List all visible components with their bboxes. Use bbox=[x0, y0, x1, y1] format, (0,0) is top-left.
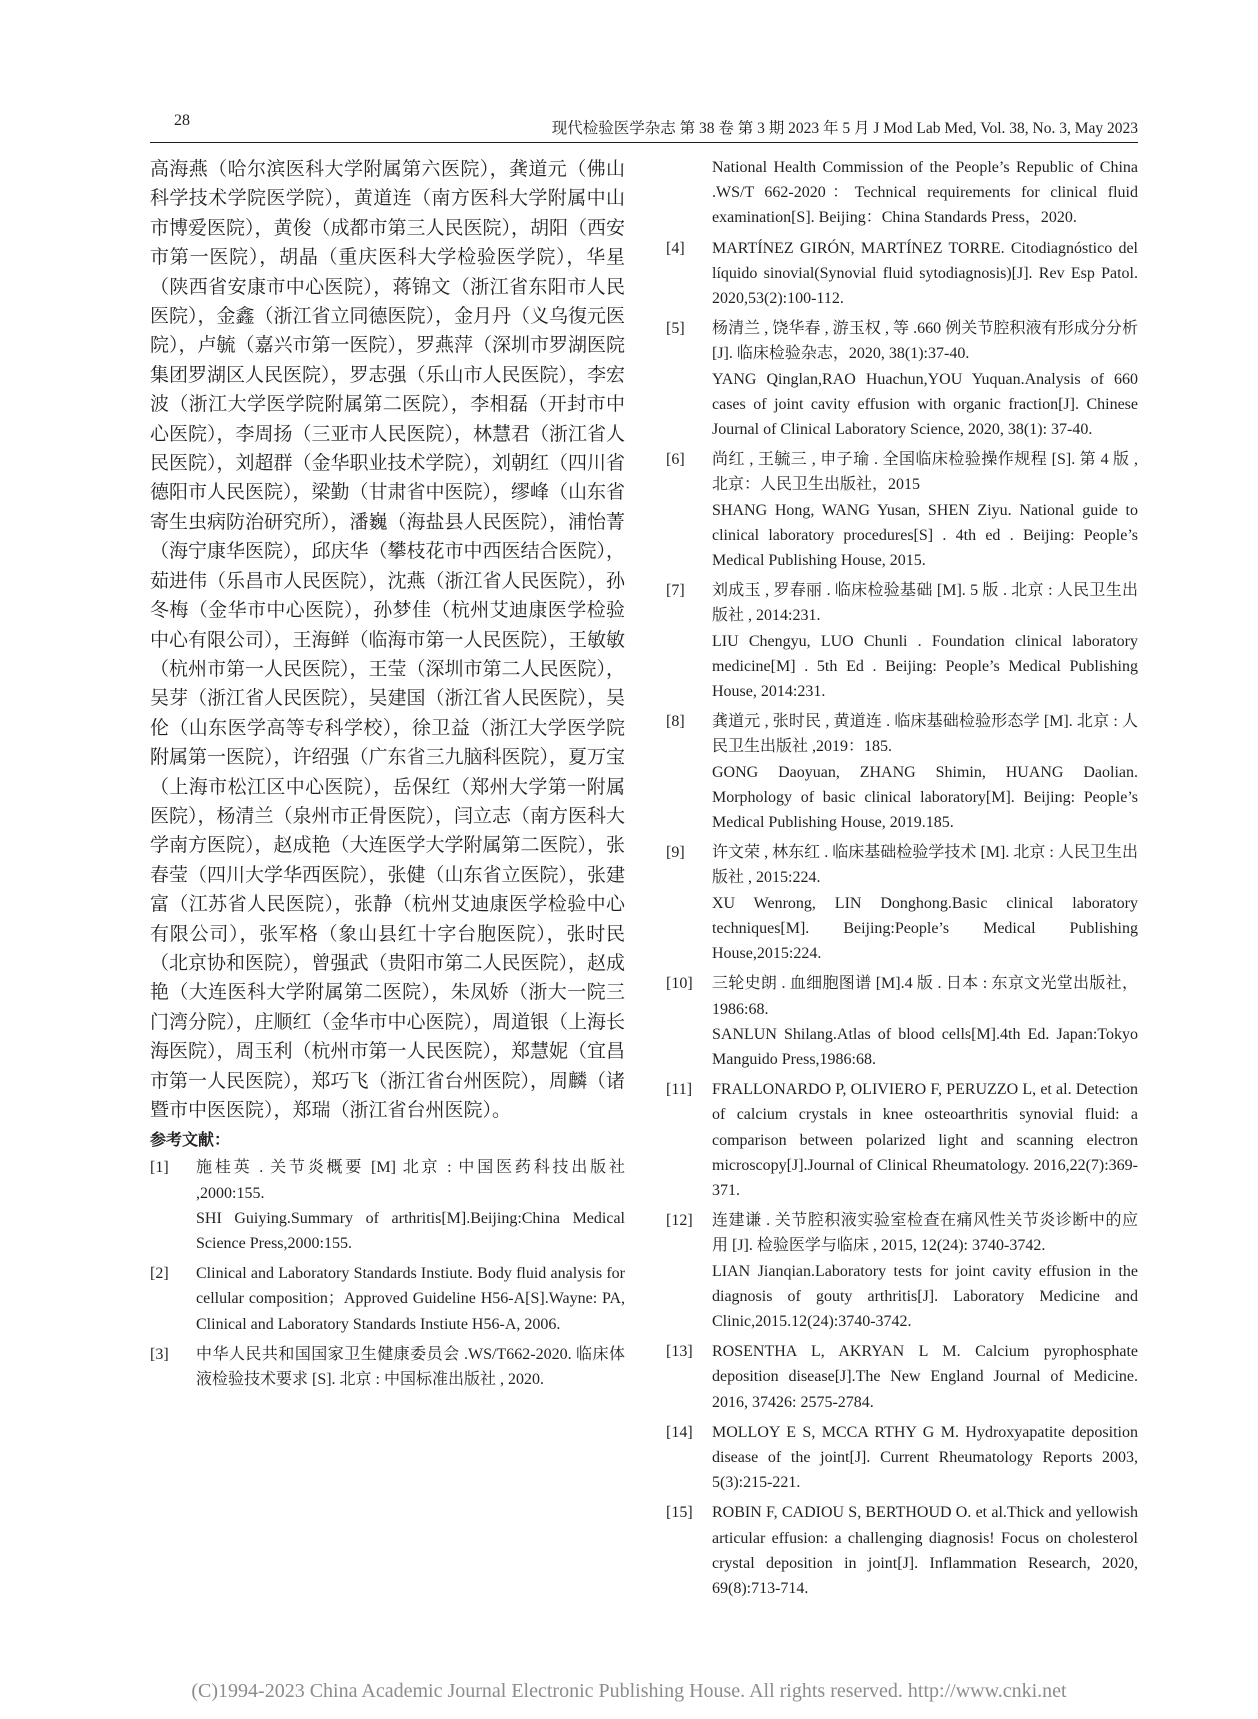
reference-item bbox=[666, 1077, 1138, 1203]
reference-text-zh: 刘成玉 , 罗春丽 . 临床检验基础 [M]. 5 版 . 北京 : 人民卫生出版社 , 2014:231. bbox=[712, 582, 1138, 625]
reference-text-en: XU Wenrong, LIN Donghong.Basic clinical laboratory techniques[M]. Beijing:People’s Medical Publishing House,2015:224. bbox=[712, 894, 1138, 963]
reference-text-en: ROSENTHA L, AKRYAN L M. Calcium pyrophosphate deposition disease[J].The New England Journal of Medicine. 2016, 37426: 2575-2784. bbox=[712, 1343, 1138, 1411]
reference-number: [9] bbox=[666, 844, 685, 862]
reference-number: [13] bbox=[666, 1343, 693, 1361]
reference-text-zh: 三轮史朗 . 血细胞图谱 [M].4 版 . 日本 : 东京文光堂出版社，1986:68. bbox=[712, 975, 1138, 1018]
copyright-footer: (C)1994-2023 China Academic Journal Electronic Publishing House. All rights reserved. http://www.cnki.net bbox=[191, 1680, 1067, 1702]
reference-text-zh: 龚道元 , 张时民 , 黄道连 . 临床基础检验形态学 [M]. 北京 : 人民卫生出版社 ,2019：185. bbox=[712, 713, 1138, 756]
reference-list-left bbox=[150, 1155, 625, 1392]
reference-item bbox=[666, 971, 1138, 1072]
reference-3-continuation: National Health Commission of the People’s Republic of China .WS/T 662-2020：Technical requirements for clinical fluid examination[S]. Beijing：China Standards Press，2020. bbox=[712, 159, 1138, 227]
reference-number: [3] bbox=[150, 1345, 169, 1363]
reference-text-zh: 许文荣 , 林东红 . 临床基础检验学技术 [M]. 北京 : 人民卫生出版社 , 2015:224. bbox=[712, 844, 1138, 887]
reference-text-en: SHI Guiying.Summary of arthritis[M].Beijing:China Medical Science Press,2000:155. bbox=[196, 1209, 625, 1253]
page-number: 28 bbox=[174, 112, 190, 129]
reference-text-en: YANG Qinglan,RAO Huachun,YOU Yuquan.Analysis of 660 cases of joint cavity effusion with organic fraction[J]. Chinese Journal of Clinical Laboratory Science, 2020, 38(1): 37-40. bbox=[712, 370, 1138, 439]
reference-text-en: FRALLONARDO P, OLIVIERO F, PERUZZO L, et al. Detection of calcium crystals in knee osteoarthritis synovial fluid: a comparison between polarized light and scanning electron microscopy[J].Journal of Clinical Rheumatology. 2016,22(7):369-371. bbox=[712, 1081, 1138, 1199]
references-heading: 参考文献： bbox=[150, 1130, 231, 1150]
reference-text-en: LIU Chengyu, LUO Chunli . Foundation clinical laboratory medicine[M] . 5th Ed . Beijing: People’s Medical Publishing House, 2014:231. bbox=[712, 632, 1138, 701]
reference-item bbox=[666, 447, 1138, 573]
reference-item bbox=[150, 1342, 625, 1392]
reference-text-zh: 尚红 , 王毓三 , 申子瑜 . 全国临床检验操作规程 [S]. 第 4 版 , 北京：人民卫生出版社，2015 bbox=[712, 451, 1138, 494]
reference-number: [10] bbox=[666, 975, 693, 993]
reference-number: [5] bbox=[666, 320, 685, 338]
reference-number: [2] bbox=[150, 1265, 169, 1283]
reference-item bbox=[666, 1500, 1138, 1601]
running-head: 现代检验医学杂志 第 38 卷 第 3 期 2023 年 5 月 J Mod Lab Med, Vol. 38, No. 3, May 2023 bbox=[551, 120, 1138, 137]
acknowledgement-text: 高海燕（哈尔滨医科大学附属第六医院），龚道元（佛山科学技术学院医学院），黄道连（南方医科大学附属中山市博爱医院），黄俊（成都市第三人民医院），胡阳（西安市第一医院），胡晶（重庆医科大学检验医学院），华星（陕西省安康市中心医院），蒋锦文（浙江省东阳市人民医院），金鑫（浙江省立同德医院），金月丹（义乌復元医院），卢毓（嘉兴市第一医院），罗燕萍（深圳市罗湖医院集团罗湖区人民医院），罗志强（乐山市人民医院），李宏波（浙江大学医学院附属第二医院），李相磊（开封市中心医院），李周扬（三亚市人民医院），林慧君（浙江省人民医院），刘超群（金华职业技术学院），刘朝红（四川省德阳市人民医院），梁勤（甘肃省中医院），缪峰（山东省寄生虫病防治研究所），潘巍（海盐县人民医院），浦怡菁（海宁康华医院），邱庆华（攀枝花市中西医结合医院），茹进伟（乐昌市人民医院），沈燕（浙江省人民医院），孙冬梅（金华市中心医院），孙梦佳（杭州艾迪康医学检验中心有限公司），王海鲜（临海市第一人民医院），王敏敏（杭州市第一人民医院），王莹（深圳市第二人民医院），吴芽（浙江省人民医院），吴建国（浙江省人民医院），吴伦（山东医学高等专科学校），徐卫益（浙江大学医学院附属第一医院），许绍强（广东省三九脑科医院），夏万宝（上海市松江区中心医院），岳保红（郑州大学第一附属医院），杨清兰（泉州市正骨医院），闫立志（南方医科大学南方医院），赵成艳（大连医学大学附属第二医院），张春莹（四川大学华西医院），张健（山东省立医院），张建富（江苏省人民医院），张静（杭州艾迪康医学检验中心有限公司），张军格（象山县红十字台胞医院），张时民（北京协和医院），曾强武（贵阳市第二人民医院），赵成艳（大连医科大学附属第二医院），朱凤娇（浙大一院三门湾分院），庄顺红（金华市中心医院），周道银（上海长海医院），周玉利（杭州市第一人民医院），郑慧妮（宜昌市第一人民医院），郑巧飞（浙江省台州医院），周麟（诸暨市中医医院），郑瑞（浙江省台州医院）。 bbox=[150, 158, 626, 1121]
reference-number: [12] bbox=[666, 1212, 693, 1230]
reference-list-right bbox=[666, 236, 1138, 1602]
right-column bbox=[666, 155, 1138, 1606]
reference-item bbox=[666, 1339, 1138, 1415]
reference-item bbox=[150, 1155, 625, 1256]
reference-number: [11] bbox=[666, 1081, 693, 1099]
reference-text-en: SANLUN Shilang.Atlas of blood cells[M].4th Ed. Japan:Tokyo Manguido Press,1986:68. bbox=[712, 1025, 1138, 1068]
reference-item bbox=[150, 1261, 625, 1337]
reference-number: [4] bbox=[666, 239, 685, 257]
reference-item bbox=[666, 236, 1138, 312]
reference-item bbox=[666, 316, 1138, 442]
reference-text-zh: 杨清兰 , 饶华春 , 游玉权 , 等 .660 例关节腔积液有形成分分析 [J]. 临床检验杂志，2020, 38(1):37-40. bbox=[712, 320, 1138, 363]
reference-number: [8] bbox=[666, 713, 685, 731]
reference-text-en: MARTÍNEZ GIRÓN, MARTÍNEZ TORRE. Citodiagnóstico del líquido sinovial(Synovial fluid sytodiagnosis)[J]. Rev Esp Patol. 2020,53(2):100-112. bbox=[712, 239, 1138, 308]
left-column bbox=[150, 155, 625, 1397]
reference-text-zh: 施桂英 . 关节炎概要 [M] 北京 : 中国医药科技出版社 ,2000:155. bbox=[196, 1159, 625, 1202]
reference-item bbox=[666, 709, 1138, 835]
reference-number: [1] bbox=[150, 1159, 169, 1177]
reference-text-en: MOLLOY E S, MCCA RTHY G M. Hydroxyapatite deposition disease of the joint[J]. Current Rheumatology Reports 2003, 5(3):215-221. bbox=[712, 1423, 1138, 1492]
reference-text-en: Clinical and Laboratory Standards Instiute. Body fluid analysis for cellular composition；Approved Guideline H56-A[S].Wayne: PA, Clinical and Laboratory Standards Instiute H56-A, 2006. bbox=[196, 1265, 625, 1333]
page-header bbox=[150, 112, 1138, 143]
reference-text-en: ROBIN F, CADIOU S, BERTHOUD O. et al.Thick and yellowish articular effusion: a challenging diagnosis! Focus on cholesterol crystal deposition in joint[J]. Inflammation Research, 2020, 69(8):713-714. bbox=[712, 1504, 1138, 1597]
reference-text-en: LIAN Jianqian.Laboratory tests for joint cavity effusion in the diagnosis of gouty arthritis[J]. Laboratory Medicine and Clinic,2015.12(24):3740-3742. bbox=[712, 1262, 1138, 1330]
reference-text-en: SHANG Hong, WANG Yusan, SHEN Ziyu. National guide to clinical laboratory procedures[S] . 4th ed . Beijing: People’s Medical Publishing House, 2015. bbox=[712, 501, 1138, 570]
reference-number: [7] bbox=[666, 582, 685, 600]
reference-item bbox=[666, 840, 1138, 966]
reference-number: [14] bbox=[666, 1423, 693, 1441]
reference-item bbox=[666, 1420, 1138, 1496]
reference-text-zh: 中华人民共和国国家卫生健康委员会 .WS/T662-2020. 临床体液检验技术要求 [S]. 北京 : 中国标准出版社 , 2020. bbox=[196, 1345, 625, 1389]
reference-number: [6] bbox=[666, 451, 685, 469]
reference-item bbox=[666, 578, 1138, 704]
reference-number: [15] bbox=[666, 1504, 693, 1522]
reference-text-en: GONG Daoyuan, ZHANG Shimin, HUANG Daolian. Morphology of basic clinical laboratory[M]. Beijing: People’s Medical Publishing House, 2019.185. bbox=[712, 763, 1138, 832]
reference-item bbox=[666, 1208, 1138, 1334]
reference-text-zh: 连建谦 . 关节腔积液实验室检查在痛风性关节炎诊断中的应用 [J]. 检验医学与临床 , 2015, 12(24): 3740-3742. bbox=[712, 1212, 1138, 1255]
